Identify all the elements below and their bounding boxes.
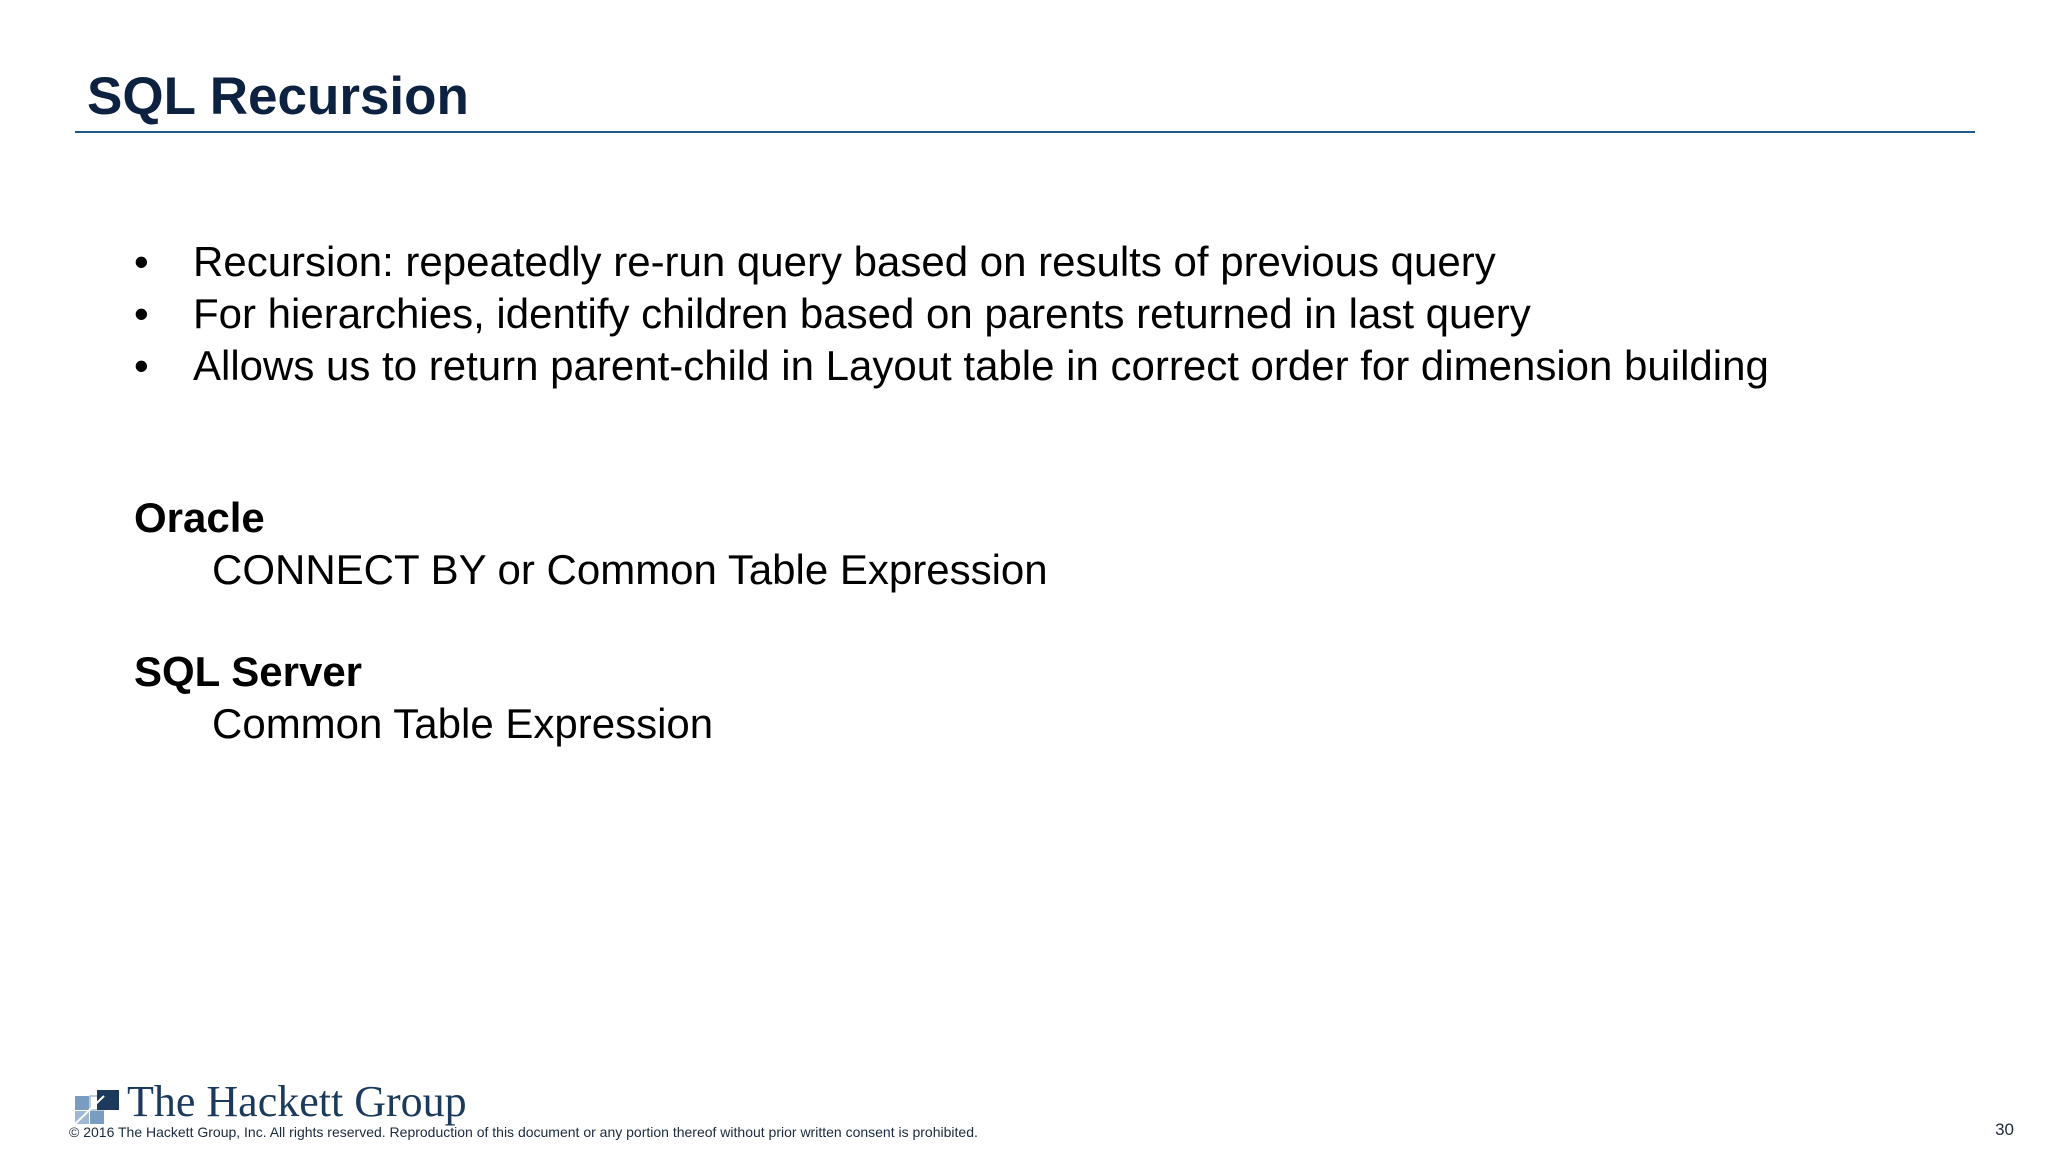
page-number: 30 <box>1995 1120 2014 1139</box>
section-heading: Oracle <box>134 494 265 541</box>
logo-text: The Hackett Group <box>127 1077 467 1126</box>
bullet-item <box>134 340 1769 392</box>
slide-title: SQL Recursion <box>87 67 469 126</box>
hackett-logo-icon <box>75 1090 119 1124</box>
title-divider <box>75 131 1975 133</box>
sql-server-section <box>134 646 713 750</box>
section-detail: CONNECT BY or Common Table Expression <box>212 546 1048 593</box>
bullet-item <box>134 288 1769 340</box>
bullet-text: Recursion: repeatedly re-run query based on results of previous query <box>193 238 1496 285</box>
copyright-notice: © 2016 The Hackett Group, Inc. All rights reserved. Reproduction of this document or any portion thereof without prior written consent is prohibited. <box>69 1124 978 1140</box>
bullet-list <box>134 236 1769 392</box>
bullet-text: For hierarchies, identify children based on parents returned in last query <box>193 290 1531 337</box>
section-heading: SQL Server <box>134 648 363 695</box>
bullet-glyph: • <box>134 342 149 389</box>
oracle-section <box>134 492 1048 596</box>
bullet-text: Allows us to return parent-child in Layout table in correct order for dimension building <box>193 342 1769 389</box>
company-logo <box>75 1077 467 1126</box>
bullet-glyph: • <box>134 290 149 337</box>
bullet-glyph: • <box>134 238 149 285</box>
bullet-item <box>134 236 1769 288</box>
section-detail: Common Table Expression <box>212 700 714 747</box>
